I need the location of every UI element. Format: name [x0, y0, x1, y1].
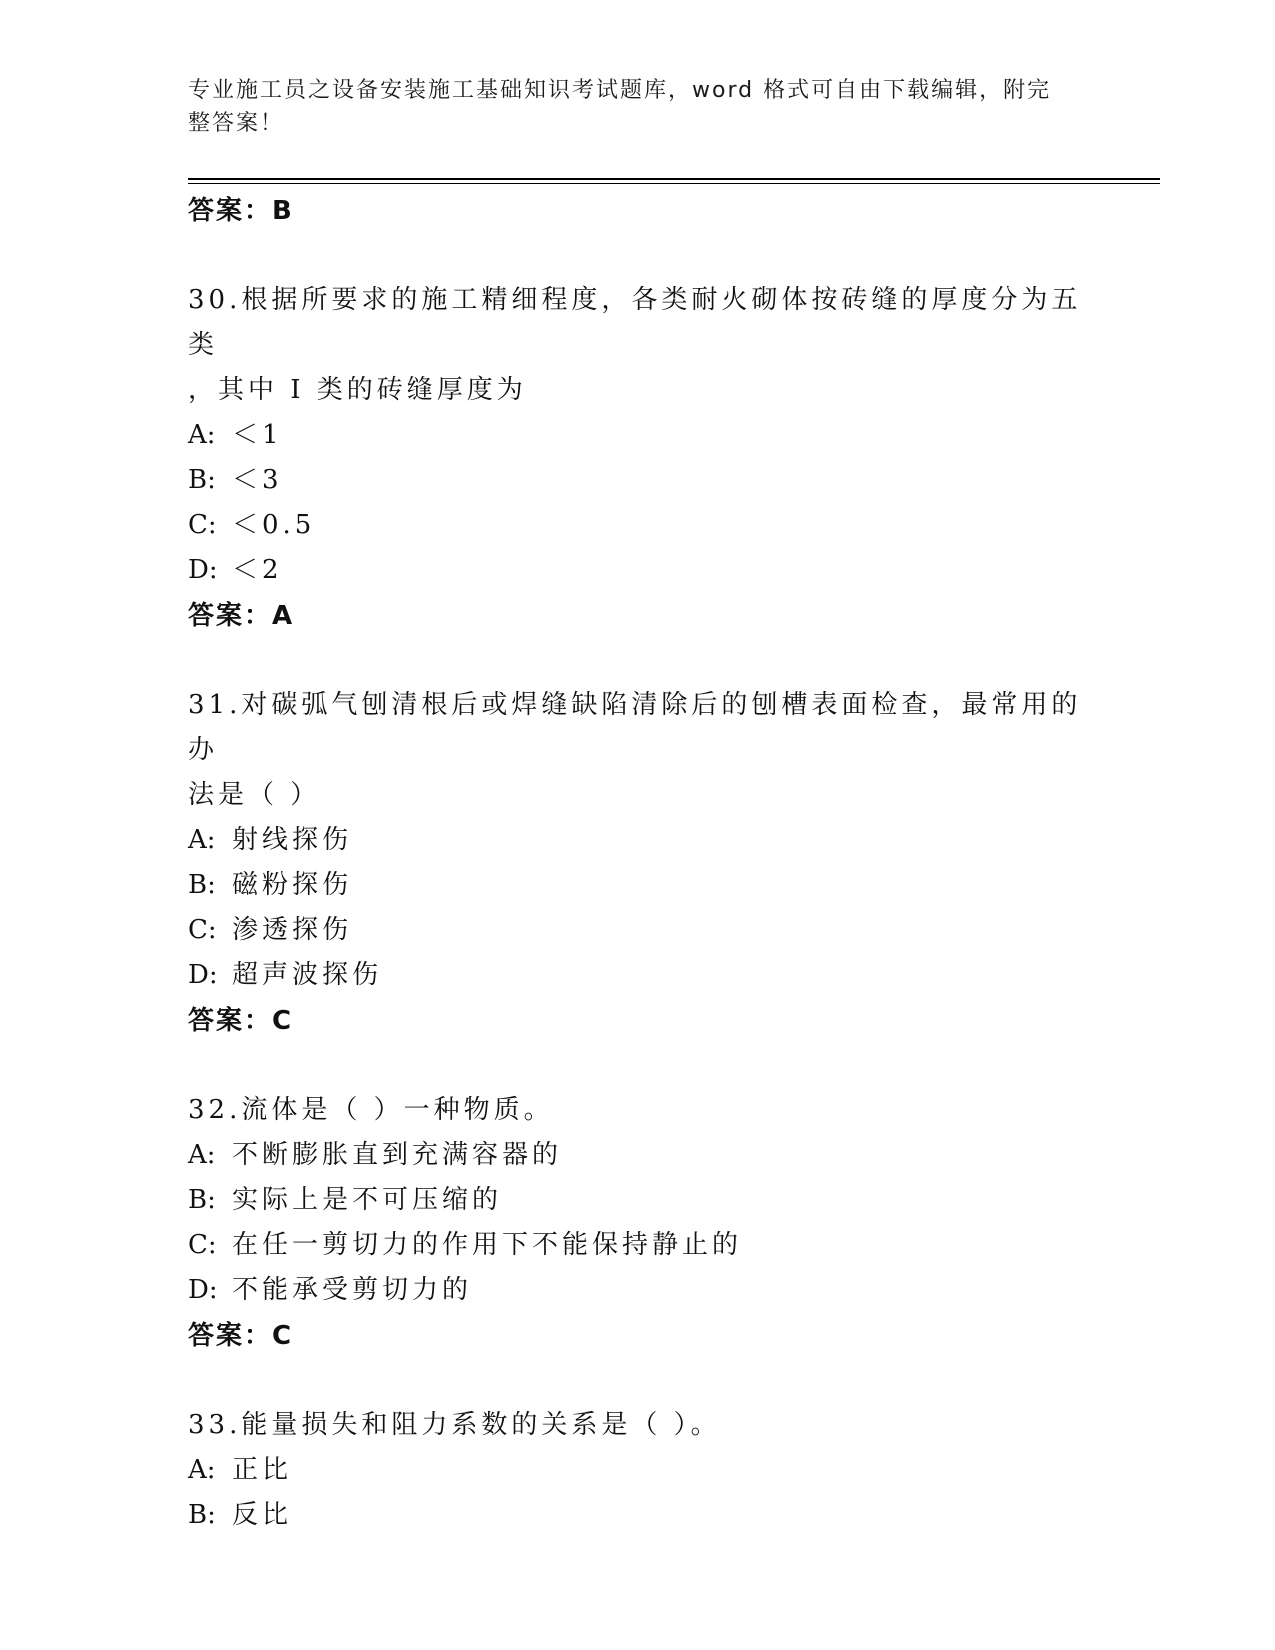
answer-value: C — [272, 1006, 292, 1036]
spacer — [188, 639, 1088, 683]
option-text: ＜3 — [232, 465, 283, 495]
answer-line — [188, 593, 1088, 639]
spacer — [188, 234, 1088, 278]
question-text-line: 32.流体是（ ）一种物质。 — [188, 1095, 554, 1125]
option-c — [188, 1223, 1088, 1268]
question-block — [188, 1088, 1088, 1359]
option-b — [188, 458, 1088, 503]
option-d — [188, 548, 1088, 593]
spacer — [188, 1044, 1088, 1088]
answer-value: C — [272, 1321, 292, 1351]
question-text-line: 31.对碳弧气刨清根后或焊缝缺陷清除后的刨槽表面检查，最常用的办 — [188, 690, 1082, 765]
option-letter: A: — [188, 1455, 216, 1485]
header-line-2: 整答案！ — [188, 111, 285, 136]
option-text: ＜0.5 — [232, 510, 316, 540]
answer-value: A — [272, 601, 293, 631]
option-a — [188, 818, 1088, 863]
question-block — [188, 278, 1088, 639]
option-text: 超声波探伤 — [232, 960, 383, 990]
answer-value: B — [272, 196, 292, 226]
answer-line — [188, 1313, 1088, 1359]
option-c — [188, 503, 1088, 548]
option-b — [188, 863, 1088, 908]
option-text: 不断膨胀直到充满容器的 — [232, 1140, 563, 1170]
option-b — [188, 1178, 1088, 1223]
option-d — [188, 1268, 1088, 1313]
answer-label: 答案： — [188, 1321, 273, 1351]
option-letter: A: — [188, 825, 216, 855]
option-text: 实际上是不可压缩的 — [232, 1185, 503, 1215]
option-text: 磁粉探伤 — [232, 870, 353, 900]
option-letter: B: — [188, 870, 216, 900]
answer-line — [188, 188, 1088, 234]
option-text: 射线探伤 — [232, 825, 353, 855]
answer-label: 答案： — [188, 1006, 273, 1036]
option-d — [188, 953, 1088, 998]
option-text: ＜1 — [232, 420, 283, 450]
option-text: 渗透探伤 — [232, 915, 353, 945]
option-letter: A: — [188, 420, 216, 450]
option-text: ＜2 — [232, 555, 283, 585]
question-text-line: ，其中 I 类的砖缝厚度为 — [188, 375, 527, 405]
option-b — [188, 1493, 1088, 1538]
option-letter: D: — [188, 960, 218, 990]
question-text-line: 33.能量损失和阻力系数的关系是（ ）。 — [188, 1410, 721, 1440]
question-block — [188, 683, 1088, 1044]
header-divider-thick — [188, 178, 1160, 180]
answer-line — [188, 998, 1088, 1044]
option-c — [188, 908, 1088, 953]
page-header — [188, 74, 1068, 140]
header-divider-thin — [188, 183, 1160, 184]
answer-label: 答案： — [188, 196, 273, 226]
question-block — [188, 1403, 1088, 1538]
option-letter: C: — [188, 1230, 217, 1260]
question-text-line: 法是（ ） — [188, 780, 321, 810]
option-letter: C: — [188, 510, 217, 540]
option-letter: A: — [188, 1140, 216, 1170]
question-text-line: 30.根据所要求的施工精细程度，各类耐火砌体按砖缝的厚度分为五类 — [188, 285, 1082, 360]
header-line-1: 专业施工员之设备安装施工基础知识考试题库，word 格式可自由下载编辑，附完 — [188, 78, 1052, 103]
option-a — [188, 1448, 1088, 1493]
option-text: 不能承受剪切力的 — [232, 1275, 473, 1305]
option-a — [188, 1133, 1088, 1178]
option-letter: D: — [188, 1275, 218, 1305]
spacer — [188, 1359, 1088, 1403]
option-text: 正比 — [232, 1455, 293, 1485]
question-list — [188, 188, 1088, 1538]
option-text: 反比 — [232, 1500, 293, 1530]
option-text: 在任一剪切力的作用下不能保持静止的 — [232, 1230, 743, 1260]
option-letter: B: — [188, 465, 216, 495]
option-a — [188, 413, 1088, 458]
option-letter: C: — [188, 915, 217, 945]
answer-label: 答案： — [188, 601, 273, 631]
option-letter: B: — [188, 1185, 216, 1215]
option-letter: B: — [188, 1500, 216, 1530]
option-letter: D: — [188, 555, 218, 585]
